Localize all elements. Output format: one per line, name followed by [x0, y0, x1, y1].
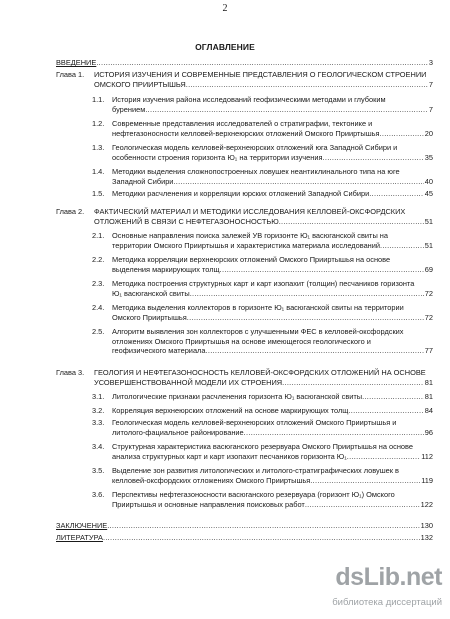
- toc-page-number: 35: [424, 152, 433, 162]
- toc-number: Глава 1.: [56, 70, 85, 79]
- dot-leader: [244, 428, 424, 438]
- toc-number: 3.5.: [92, 466, 105, 475]
- dot-leader: [187, 313, 424, 323]
- dot-leader: [145, 105, 428, 115]
- toc-title: ОГЛАВЛЕНИЕ: [195, 42, 255, 52]
- toc-page-number: 51: [424, 216, 433, 226]
- toc-subsection: [92, 95, 433, 116]
- toc-entry-text: ГЕОЛОГИЯ И НЕФТЕГАЗОНОСНОСТЬ КЕЛЛОВЕЙ-ОКСФОРДСКИХ ОТЛОЖЕНИЙ НА ОСНОВЕ: [94, 368, 426, 377]
- toc-subsection: [92, 255, 433, 276]
- toc-page-number: 3: [428, 58, 433, 67]
- toc-entry-text: нефтегазоносности келловей-верхнеюрских отложений Омского Прииртышья: [112, 128, 380, 138]
- dot-leader: [347, 452, 420, 462]
- toc-subsection: [92, 406, 433, 418]
- toc-number: 1.1.: [92, 95, 105, 104]
- toc-subsection: [92, 392, 433, 404]
- toc-subsection: [92, 231, 433, 252]
- dot-leader: [205, 346, 423, 356]
- toc-page-number: 7: [428, 79, 433, 89]
- toc-entry-text: ФАКТИЧЕСКИЙ МАТЕРИАЛ И МЕТОДИКИ ИССЛЕДОВАНИЯ КЕЛЛОВЕЙ-ОКСФОРДСКИХ: [94, 207, 406, 216]
- toc-entry-text: ОТЛОЖЕНИЙ В СВЯЗИ С НЕФТЕГАЗОНОСНОСТЬЮ: [94, 216, 279, 226]
- toc-subsection: [92, 279, 433, 300]
- toc-number: 1.4.: [92, 167, 105, 176]
- toc-entry-text: Алгоритм выявления зон коллекторов с улучшенными ФЕС в келловей-оксфордских: [112, 327, 404, 336]
- toc-subsection: [92, 143, 433, 164]
- dot-leader: [322, 153, 423, 163]
- toc-number: 2.2.: [92, 255, 105, 264]
- toc-entry-text: бурением: [112, 104, 146, 114]
- toc-entry-text: келловей-оксфордских отложениях Омского Прииртышья: [112, 475, 311, 485]
- toc-entry-text: ИСТОРИЯ ИЗУЧЕНИЯ И СОВРЕМЕННЫЕ ПРЕДСТАВЛЕНИЯ О ГЕОЛОГИЧЕСКОМ СТРОЕНИИ: [94, 70, 427, 79]
- toc-chapter: [56, 70, 433, 91]
- toc-entry-text: Основные направления поиска залежей УВ горизонте Ю₁ васюганской свиты на: [112, 231, 388, 240]
- toc-page-number: 45: [424, 189, 433, 198]
- toc-entry-text: Выделение зон развития литологических и литолого-стратиграфических ловушек в: [112, 466, 399, 475]
- toc-number: 2.4.: [92, 303, 105, 312]
- dot-leader: [369, 189, 424, 199]
- toc-number: Глава 2.: [56, 207, 85, 216]
- dot-leader: [103, 533, 420, 543]
- dot-leader: [279, 217, 424, 227]
- toc-number: 2.5.: [92, 327, 105, 336]
- toc-entry-text: отложениях Омского Прииртышья на основе имеющегося геологического и: [112, 336, 371, 346]
- toc-entry-text: ЗАКЛЮЧЕНИЕ: [56, 521, 108, 530]
- toc-page-number: 84: [424, 406, 433, 415]
- toc-section: [56, 58, 433, 70]
- toc-chapter: [56, 207, 433, 228]
- dot-leader: [282, 378, 424, 388]
- toc-subsection: [92, 303, 433, 324]
- toc-entry-text: Структурная характеристика васюганского резервуара Омского Прииртышья на основе: [112, 442, 413, 451]
- toc-number: 2.3.: [92, 279, 105, 288]
- toc-page-number: 7: [428, 104, 433, 114]
- toc-entry-text: Западной Сибири: [112, 176, 174, 186]
- toc-page-number: 112: [421, 451, 433, 461]
- dot-leader: [107, 521, 419, 531]
- toc-page-number: 132: [420, 533, 433, 542]
- dot-leader: [173, 177, 423, 187]
- toc-entry-text: Ю₁ васюганской свиты: [112, 288, 190, 298]
- toc-number: 3.3.: [92, 418, 105, 427]
- toc-page-number: 40: [424, 176, 433, 186]
- dot-leader: [186, 80, 428, 90]
- toc-entry-text: Геологическая модель келловей-верхнеюрских отложений Омского Прииртышья и: [112, 418, 397, 427]
- toc-subsection: [92, 119, 433, 140]
- toc-section: [56, 533, 433, 545]
- toc-page-number: 72: [424, 288, 433, 298]
- toc-page-number: 72: [424, 312, 433, 322]
- toc-subsection: [92, 490, 433, 511]
- toc-page-number: 20: [424, 128, 433, 138]
- dot-leader: [96, 58, 428, 68]
- toc-number: 1.3.: [92, 143, 105, 152]
- dot-leader: [190, 289, 424, 299]
- toc-entry-text: Омского Прииртышья: [112, 312, 187, 322]
- toc-entry-text: УСОВЕРШЕНСТВОВАННОЙ МОДЕЛИ ИХ СТРОЕНИЯ: [94, 377, 283, 387]
- page-number: 2: [222, 3, 228, 14]
- toc-subsection: [92, 189, 433, 201]
- toc-number: 2.1.: [92, 231, 105, 240]
- dot-leader: [380, 241, 424, 251]
- dot-leader: [310, 476, 420, 486]
- toc-entry-text: анализа структурных карт и карт изопахит песчаников горизонта Ю₁: [112, 451, 347, 461]
- toc-entry-text: выделения маркирующих толщ: [112, 264, 220, 274]
- toc-page-number: 81: [424, 377, 433, 387]
- toc-subsection: [92, 466, 433, 487]
- logo-brand: dsLib.net: [335, 563, 442, 591]
- toc-number: 3.4.: [92, 442, 105, 451]
- toc-entry-text: Методика корреляции верхнеюрских отложений Омского Прииртышья на основе: [112, 255, 391, 264]
- toc-entry-text: Прииртышья и основные направления поисковых работ: [112, 499, 305, 509]
- toc-number: Глава 3.: [56, 368, 85, 377]
- toc-entry-text: особенности строения горизонта Ю₁ на территории изучения: [112, 152, 323, 162]
- toc-chapter: [56, 368, 433, 389]
- toc-number: 3.2.: [92, 406, 105, 415]
- toc-entry-text: Перспективы нефтегазоносности васюганского резервуара (горизонт Ю₁) Омского: [112, 490, 395, 499]
- logo-tagline: библиотека диссертаций: [332, 597, 442, 608]
- toc-entry-text: Методики выделения сложнопостроенных ловушек неантиклинального типа на юге: [112, 167, 400, 176]
- toc-entry-text: Методика выделения коллекторов в горизонте Ю₁ васюганской свиты на территории: [112, 303, 404, 312]
- toc-number: 3.1.: [92, 392, 105, 401]
- toc-entry-text: территории Омского Прииртышья и характеристика материала исследований: [112, 240, 381, 250]
- toc-entry-text: ЛИТЕРАТУРА: [56, 533, 103, 542]
- toc-subsection: [92, 442, 433, 463]
- toc-entry-text: Геологическая модель келловей-верхнеюрских отложений юга Западной Сибири и: [112, 143, 398, 152]
- toc-entry-text: ВВЕДЕНИЕ: [56, 58, 97, 67]
- toc-page-number: 122: [420, 499, 433, 509]
- toc-entry-text: Современные представления исследователей о стратиграфии, тектонике и: [112, 119, 373, 128]
- toc-entry-text: Методика построения структурных карт и карт изопахит (толщин) песчаников горизонта: [112, 279, 415, 288]
- toc-entry-text: литолого-фациальное районирование: [112, 427, 244, 437]
- dot-leader: [362, 392, 424, 402]
- toc-number: 3.6.: [92, 490, 105, 499]
- dot-leader: [380, 129, 424, 139]
- toc-number: 1.5.: [92, 189, 105, 198]
- toc-entry-text: Корреляция верхнеюрских отложений на основе маркирующих толщ: [112, 406, 349, 415]
- toc-page-number: 119: [421, 475, 433, 485]
- toc-page-number: 130: [420, 521, 433, 530]
- toc-page-number: 77: [424, 346, 433, 356]
- toc-number: 1.2.: [92, 119, 105, 128]
- toc-page-number: 69: [424, 264, 433, 274]
- dot-leader: [220, 265, 424, 275]
- toc-entry-text: Методики расчленения и корреляции юрских отложений Западной Сибири: [112, 189, 370, 198]
- dslib-logo: [334, 561, 446, 613]
- toc-entry-text: геофизического материала: [112, 346, 206, 356]
- dot-leader: [348, 406, 423, 416]
- toc-subsection: [92, 418, 433, 439]
- toc-subsection: [92, 167, 433, 188]
- toc-page-number: 81: [424, 392, 433, 401]
- toc-page-number: 96: [424, 427, 433, 437]
- toc-entry-text: Литологические признаки расчленения горизонта Ю₁ васюганской свиты: [112, 392, 363, 401]
- dot-leader: [305, 500, 420, 510]
- toc-entry-text: ОМСКОГО ПРИИРТЫШЬЯ: [94, 79, 186, 89]
- toc-subsection: [92, 327, 433, 358]
- toc-entry-text: История изучения района исследований геофизическими методами и глубоким: [112, 95, 386, 104]
- toc-page-number: 51: [424, 240, 433, 250]
- toc-section: [56, 521, 433, 533]
